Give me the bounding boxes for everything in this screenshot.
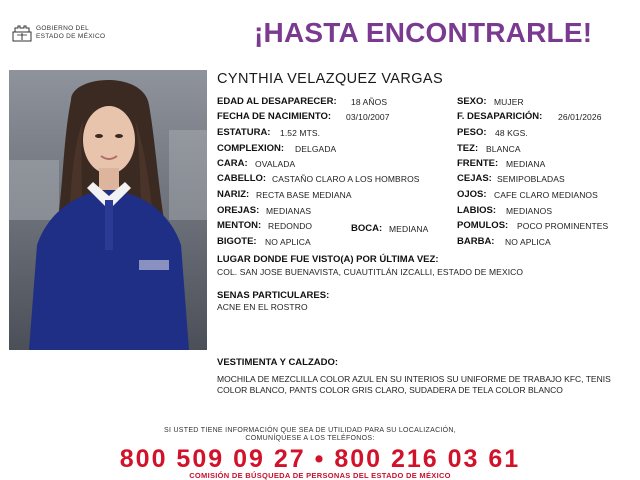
boca-value: MEDIANA bbox=[389, 224, 429, 234]
estatura-value: 1.52 MTS. bbox=[280, 128, 321, 138]
contact-note-line1: SI USTED TIENE INFORMACIÓN QUE SEA DE UTILIDAD PARA SU LOCALIZACIÓN, bbox=[163, 427, 457, 434]
last-seen-label: LUGAR DONDE FUE VISTO(A) POR ÚLTIMA VEZ: bbox=[217, 254, 439, 265]
phone-separator: • bbox=[314, 445, 326, 473]
cabello-value: CASTAÑO CLARO A LOS HOMBROS bbox=[272, 174, 420, 184]
orejas-value: MEDIANAS bbox=[266, 206, 312, 216]
bigote-label: BIGOTE: bbox=[217, 236, 257, 247]
senas-value: ACNE EN EL ROSTRO bbox=[217, 302, 308, 312]
tez-value: BLANCA bbox=[486, 144, 521, 154]
peso-value: 48 KGS. bbox=[495, 128, 528, 138]
logo-text-line2: ESTADO DE MÉXICO bbox=[36, 33, 106, 40]
portrait-illustration bbox=[9, 70, 207, 350]
sexo-value: MUJER bbox=[494, 97, 524, 107]
menton-value: REDONDO bbox=[268, 221, 313, 231]
senas-label: SENAS PARTICULARES: bbox=[217, 290, 330, 301]
fecha-nacimiento-label: FECHA DE NACIMIENTO: bbox=[217, 111, 331, 122]
phone-numbers bbox=[0, 445, 640, 474]
peso-label: PESO: bbox=[457, 127, 487, 138]
fecha-desaparicion-value: 26/01/2026 bbox=[558, 112, 602, 122]
orejas-label: OREJAS: bbox=[217, 205, 260, 216]
bigote-value: NO APLICA bbox=[265, 237, 311, 247]
complexion-value: DELGADA bbox=[295, 144, 337, 154]
ojos-value: CAFE CLARO MEDIANOS bbox=[494, 190, 598, 200]
commission-name: COMISIÓN DE BÚSQUEDA DE PERSONAS DEL ESTADO DE MÉXICO bbox=[189, 471, 451, 480]
edad-value: 18 AÑOS bbox=[351, 97, 388, 107]
headline-title: ¡HASTA ENCONTRARLE! bbox=[254, 17, 593, 48]
contact-note-line2: COMUNÍQUESE A LOS TELÉFONOS: bbox=[245, 435, 375, 442]
pomulos-label: POMULOS: bbox=[457, 220, 509, 231]
cejas-label: CEJAS: bbox=[457, 173, 492, 184]
vestimenta-label: VESTIMENTA Y CALZADO: bbox=[217, 357, 339, 368]
phone-number-2[interactable]: 800 216 03 61 bbox=[334, 445, 521, 473]
cara-label: CARA: bbox=[217, 158, 248, 169]
missing-person-photo bbox=[9, 70, 207, 350]
last-seen-value: COL. SAN JOSE BUENAVISTA, CUAUTITLÁN IZCALLI, ESTADO DE MEXICO bbox=[217, 267, 524, 277]
frente-value: MEDIANA bbox=[506, 159, 546, 169]
boca-label: BOCA: bbox=[351, 223, 383, 234]
fecha-desaparicion-label: F. DESAPARICIÓN: bbox=[457, 111, 543, 122]
cabello-label: CABELLO: bbox=[217, 173, 267, 184]
barba-label: BARBA: bbox=[457, 236, 495, 247]
ojos-label: OJOS: bbox=[457, 189, 487, 200]
labios-label: LABIOS: bbox=[457, 205, 497, 216]
barba-value: NO APLICA bbox=[505, 237, 551, 247]
phone-number-1[interactable]: 800 509 09 27 bbox=[119, 445, 306, 473]
cejas-value: SEMIPOBLADAS bbox=[497, 174, 565, 184]
tez-label: TEZ: bbox=[457, 143, 479, 154]
estatura-label: ESTATURA: bbox=[217, 127, 271, 138]
cara-value: OVALADA bbox=[255, 159, 296, 169]
complexion-label: COMPLEXION: bbox=[217, 143, 285, 154]
logo-text-line1: GOBIERNO DEL bbox=[36, 25, 90, 32]
menton-label: MENTON: bbox=[217, 220, 262, 231]
sexo-label: SEXO: bbox=[457, 96, 487, 107]
nariz-label: NARIZ: bbox=[217, 189, 250, 200]
fecha-nacimiento-value: 03/10/2007 bbox=[346, 112, 390, 122]
frente-label: FRENTE: bbox=[457, 158, 499, 169]
vestimenta-value: MOCHILA DE MEZCLILLA COLOR AZUL EN SU INTERIOS SU UNIFORME DE TRABAJO KFC, TENIS COLOR BLANCO, PANTS COLOR GRIS CLARO, SUDADERA DE TELA COLOR BLANCO bbox=[217, 374, 611, 395]
labios-value: MEDIANOS bbox=[506, 206, 553, 216]
pomulos-value: POCO PROMINENTES bbox=[517, 221, 609, 231]
state-emblem-icon bbox=[12, 24, 32, 42]
edad-label: EDAD AL DESAPARECER: bbox=[217, 96, 337, 107]
person-name: CYNTHIA VELAZQUEZ VARGAS bbox=[217, 71, 444, 87]
nariz-value: RECTA BASE MEDIANA bbox=[256, 190, 352, 200]
